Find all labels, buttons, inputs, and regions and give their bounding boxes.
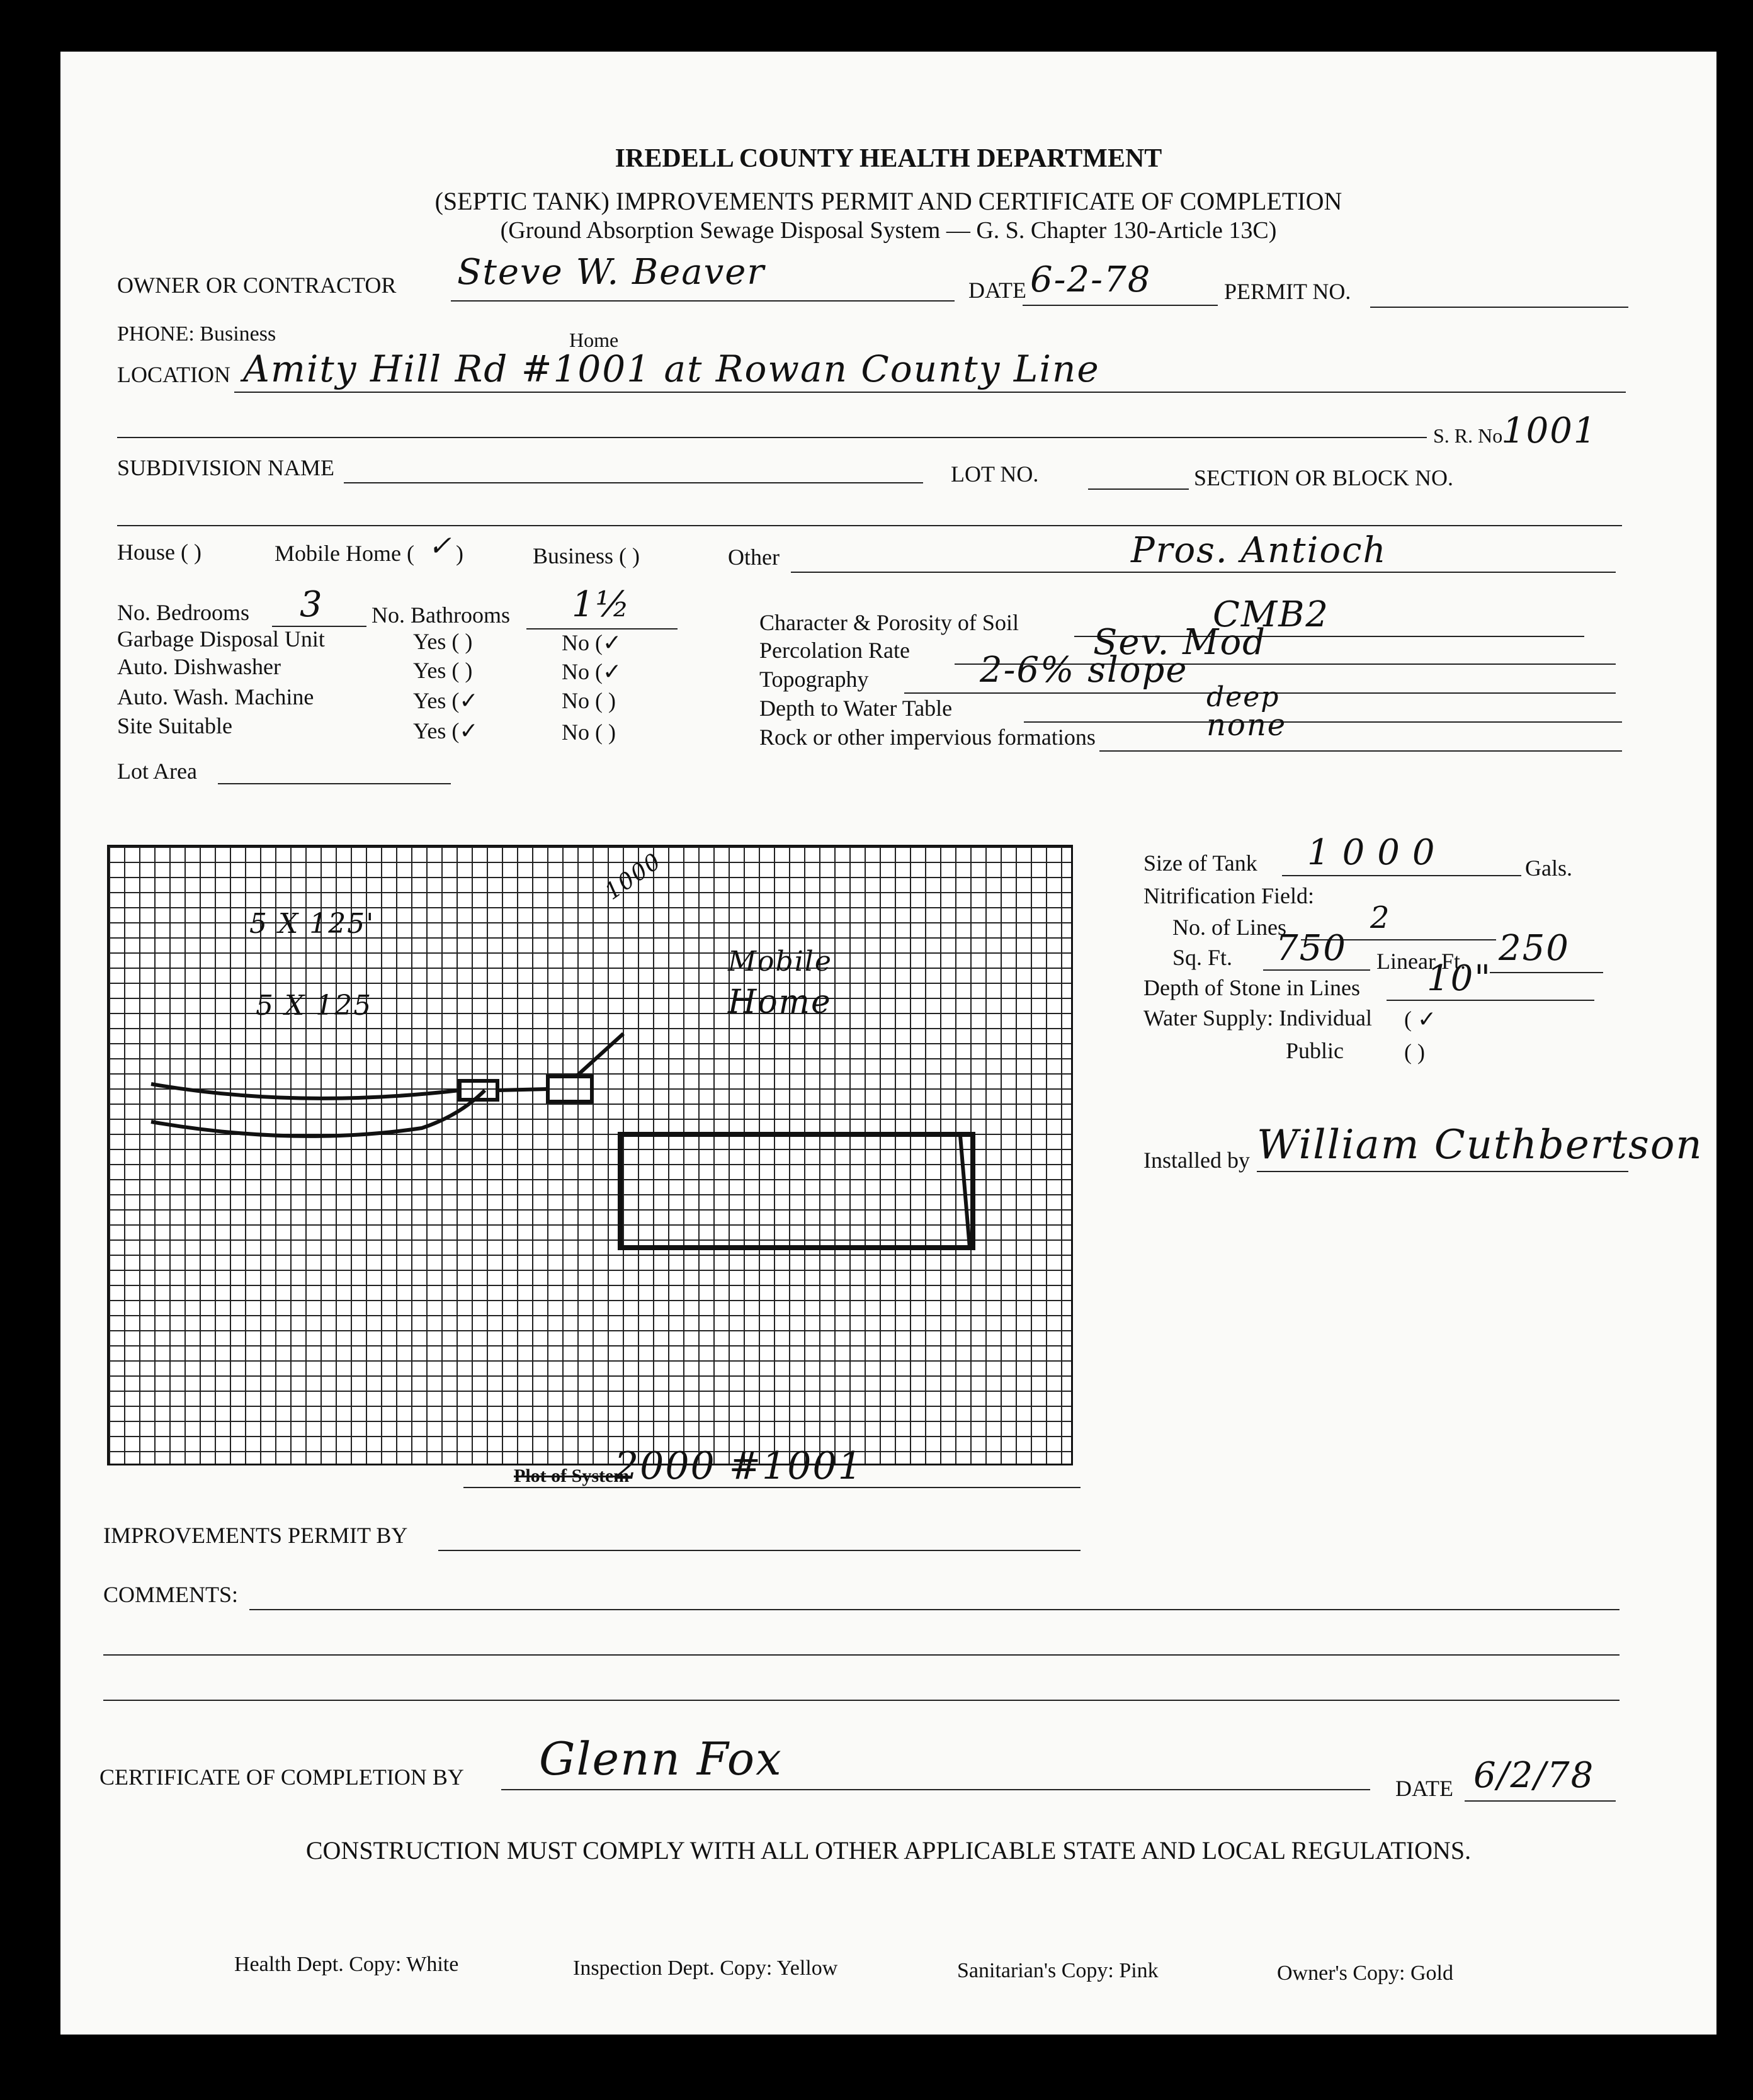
nitrification-label: Nitrification Field: [1143,883,1314,908]
sr-no-label: S. R. No. [1433,424,1508,447]
plot-line-label-2: 5 X 125 [256,990,373,1022]
water-supply-label: Water Supply: Individual [1143,1005,1373,1030]
water-individual-mark: ( ✓ [1404,1007,1437,1032]
feature-yes: Yes (✓ [413,688,479,713]
lot-area-label: Lot Area [117,759,197,784]
feature-no: No ( ) [562,720,616,745]
feature-no: No ( ) [562,688,616,713]
certificate-signature: Glenn Fox [539,1732,783,1785]
water-public-label: Public [1286,1038,1344,1063]
owner-label: OWNER OR CONTRACTOR [117,273,397,298]
feature-yes: Yes ( ) [413,658,473,683]
soil-value: CMB2 [1213,594,1329,635]
plot-caption: Plot of System [514,1465,630,1486]
improvements-permit-label: IMPROVEMENTS PERMIT BY [103,1523,408,1548]
sqft-label: Sq. Ft. [1172,945,1233,970]
permit-subtitle: (Ground Absorption Sewage Disposal System — G. S. Chapter 130-Article 13C) [500,217,1277,244]
subdivision-label: SUBDIVISION NAME [117,455,335,480]
stone-depth-value: 10" [1427,958,1492,999]
soil-label: Depth to Water Table [759,696,953,721]
plot-tank-label: 1000 [600,848,667,905]
completion-date-label: DATE [1395,1776,1453,1801]
feature-label: Auto. Dishwasher [117,654,281,679]
tank-gals-label: Gals. [1525,855,1572,881]
stone-depth-label: Depth of Stone in Lines [1143,975,1360,1000]
plot-line-label-1: 5 X 125' [249,908,375,940]
water-public-mark: ( ) [1404,1039,1425,1064]
feature-label: Auto. Wash. Machine [117,684,314,709]
other-value: Pros. Antioch [1131,530,1387,571]
permit-document [60,52,1716,2035]
feature-label: Garbage Disposal Unit [117,626,325,652]
linear-label: Linear Ft. [1376,949,1466,974]
mobile-home-mark: ✓ [428,530,453,562]
copy-distribution: Owner's Copy: Gold [1277,1962,1454,1985]
lot-no-label: LOT NO. [951,461,1039,487]
sr-no-value: 1001 [1502,410,1597,451]
tank-size-value: 1000 [1307,832,1448,873]
soil-label: Character & Porosity of Soil [759,610,1019,635]
location-label: LOCATION [117,362,230,387]
feature-no: No (✓ [562,659,622,684]
completion-date-value: 6/2/78 [1473,1755,1595,1796]
soil-label: Topography [759,667,869,692]
plot-caption-overwrite: 2000 #1001 [615,1444,863,1488]
mobile-home-close: ) [456,541,463,566]
soil-label: Rock or other impervious formations [759,725,1096,750]
permit-no-label: PERMIT NO. [1224,279,1351,304]
bedrooms-value: 3 [300,584,324,625]
feature-label: Site Suitable [117,713,232,738]
section-label: SECTION OR BLOCK NO. [1194,465,1454,490]
soil-value: Sev. Mod [1093,622,1266,663]
lines-value: 2 [1370,900,1391,935]
comments-label: COMMENTS: [103,1582,239,1607]
house-option: House ( ) [117,539,201,565]
date-label: DATE [968,278,1026,303]
bathrooms-label: No. Bathrooms [372,602,510,628]
construction-notice: CONSTRUCTION MUST COMPLY WITH ALL OTHER APPLICABLE STATE AND LOCAL REGULATIONS. [305,1836,1472,1865]
feature-no: No (✓ [562,630,622,655]
bedrooms-label: No. Bedrooms [117,600,249,625]
linear-value: 250 [1499,928,1570,969]
date-value: 6-2-78 [1030,259,1152,300]
business-option: Business ( ) [533,543,640,568]
soil-label: Percolation Rate [759,638,910,663]
soil-value: 2-6% slope [980,650,1188,691]
feature-yes: Yes ( ) [413,629,473,654]
bathrooms-value: 1½ [572,584,631,625]
tank-size-label: Size of Tank [1143,850,1257,876]
owner-value: Steve W. Beaver [457,252,766,293]
location-value: Amity Hill Rd #1001 at Rowan County Line [243,347,1100,390]
permit-title: (SEPTIC TANK) IMPROVEMENTS PERMIT AND CERTIFICATE OF COMPLETION [434,187,1342,215]
soil-value: deep [1206,681,1280,713]
certificate-label: CERTIFICATE OF COMPLETION BY [99,1764,464,1790]
installed-by-label: Installed by [1143,1148,1250,1173]
installed-by-signature: William Cuthbertson [1257,1122,1703,1168]
copy-distribution: Sanitarian's Copy: Pink [957,1959,1159,1982]
other-label: Other [728,545,780,570]
copy-distribution: Inspection Dept. Copy: Yellow [573,1956,838,1980]
phone-home-label: Home [569,329,619,351]
copy-distribution: Health Dept. Copy: White [234,1953,459,1976]
soil-value: none [1206,708,1287,743]
phone-label: PHONE: Business [117,322,276,346]
plot-home-label-1: Mobile [728,946,832,978]
sqft-value: 750 [1276,928,1347,969]
department-heading: IREDELL COUNTY HEALTH DEPARTMENT [615,144,1162,173]
feature-yes: Yes (✓ [413,718,479,743]
mobile-home-option: Mobile Home ( [275,541,414,566]
plot-home-label-2: Home [728,983,832,1021]
lines-label: No. of Lines [1172,915,1286,940]
